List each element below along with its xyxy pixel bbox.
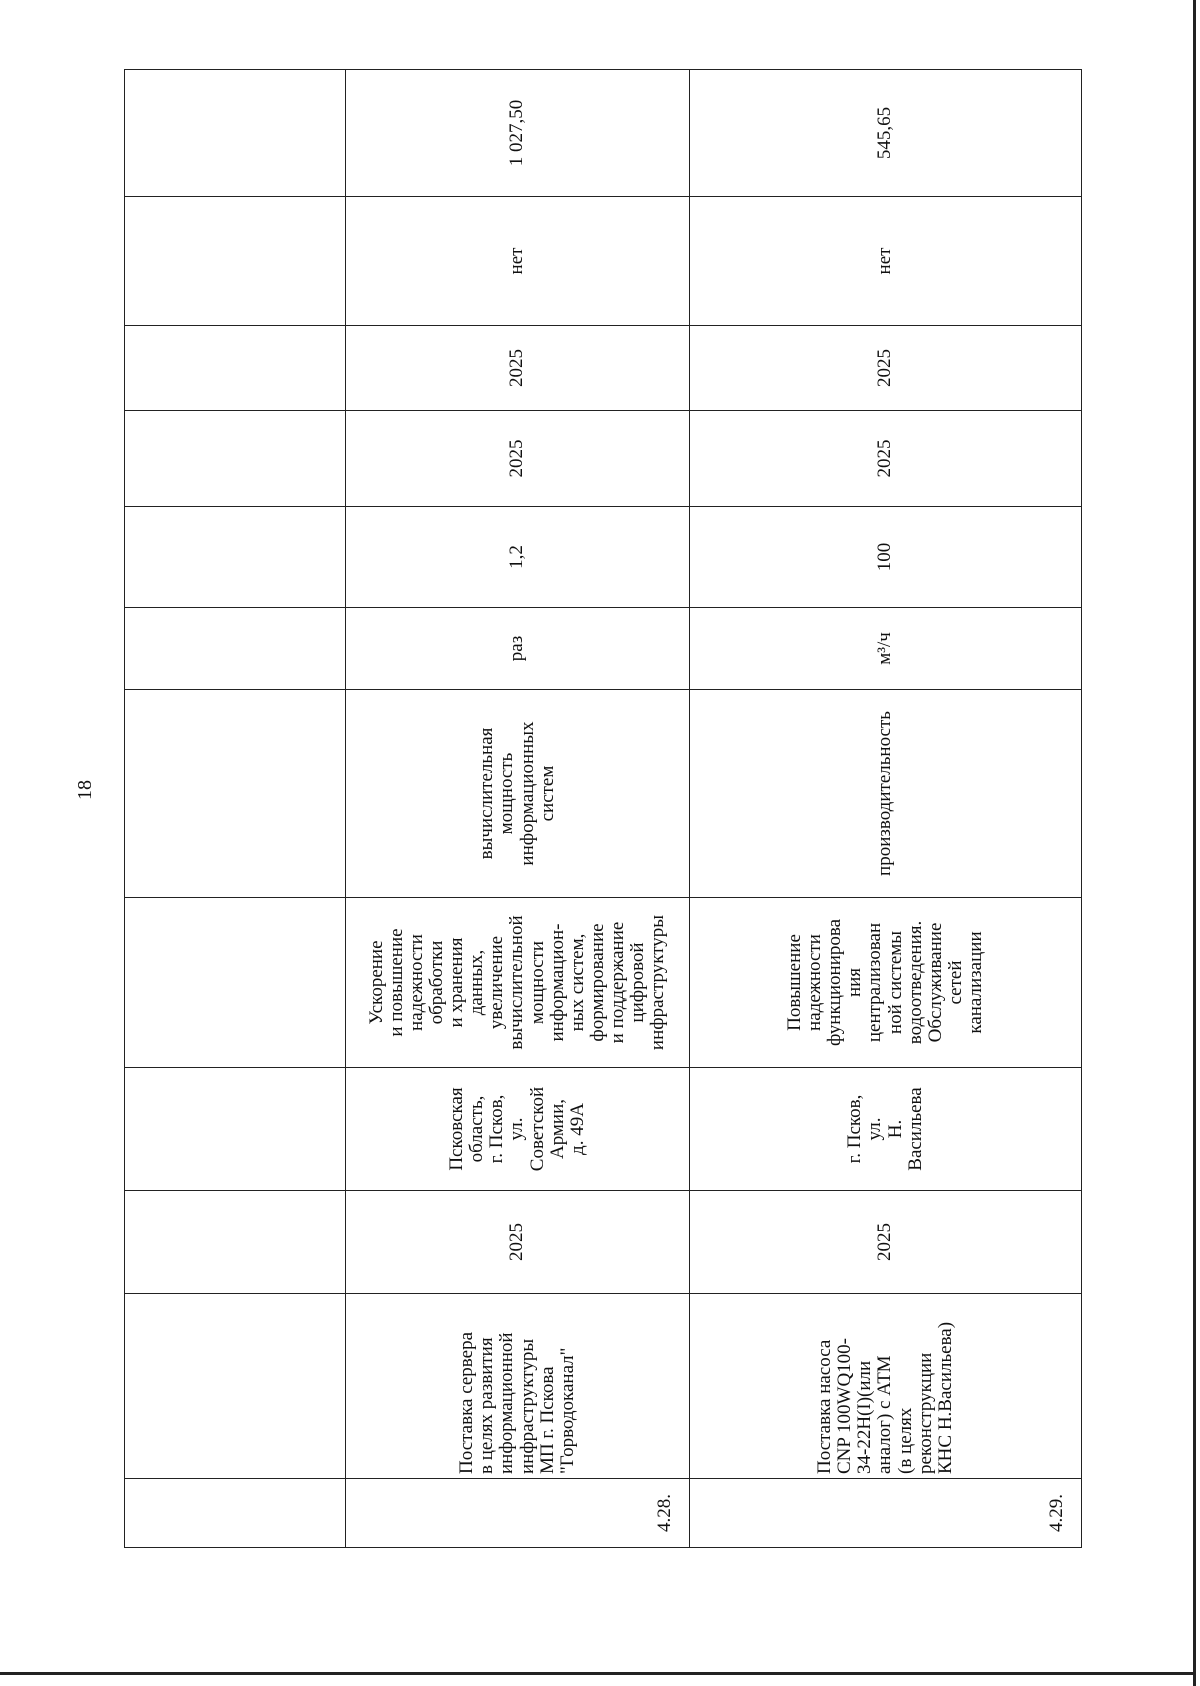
table-row — [690, 70, 1082, 1548]
cell-year — [125, 1191, 346, 1294]
cell-location: г. Псков, ул. Н. Васильева — [690, 1068, 1082, 1191]
cell-value — [125, 507, 346, 608]
page-number: 18 — [74, 780, 96, 800]
cell-end: 2025 — [346, 326, 690, 411]
cell-year: 2025 — [346, 1191, 690, 1294]
cell-flag — [125, 197, 346, 326]
cell-number: 4.28. — [346, 1479, 690, 1548]
cell-cost: 545,65 — [690, 70, 1082, 197]
cell-indicator: производительность — [690, 690, 1082, 898]
cell-unit: м³/ч — [690, 608, 1082, 690]
table-row — [346, 70, 690, 1548]
cell-value: 100 — [690, 507, 1082, 608]
cell-cost — [125, 70, 346, 197]
cell-flag: нет — [346, 197, 690, 326]
cell-year: 2025 — [690, 1191, 1082, 1294]
cell-number — [125, 1479, 346, 1548]
cell-start: 2025 — [346, 411, 690, 507]
investment-table — [124, 69, 1082, 1548]
cell-unit: раз — [346, 608, 690, 690]
cell-goal: Повышение надежности функционирова ния централизован ной системы водоотведения. Обслуживание сетей канализации — [690, 898, 1082, 1068]
cell-location: Псковская область, г. Псков, ул. Советской Армии, д. 49А — [346, 1068, 690, 1191]
cell-start: 2025 — [690, 411, 1082, 507]
cell-name — [125, 1294, 346, 1479]
cell-cost: 1 027,50 — [346, 70, 690, 197]
cell-indicator — [125, 690, 346, 898]
table-row-header-remnant — [125, 70, 346, 1548]
cell-indicator: вычислительная мощность информационных систем — [346, 690, 690, 898]
cell-flag: нет — [690, 197, 1082, 326]
cell-number: 4.29. — [690, 1479, 1082, 1548]
cell-value: 1,2 — [346, 507, 690, 608]
cell-start — [125, 411, 346, 507]
cell-goal — [125, 898, 346, 1068]
cell-end — [125, 326, 346, 411]
cell-name: Поставка насоса CNP 100WQ100- 34-22H(I)(или аналог) с АТМ (в целях реконструкции КНС Н.Васильева) — [690, 1294, 1082, 1479]
cell-location — [125, 1068, 346, 1191]
scan-border-right — [1193, 0, 1196, 1686]
cell-name: Поставка сервера в целях развития информационной инфраструктуры МП г. Пскова "Горводоканал" — [346, 1294, 690, 1479]
scan-border-bottom — [0, 1672, 1196, 1675]
cell-end: 2025 — [690, 326, 1082, 411]
cell-goal: Ускорение и повышение надежности обработки и хранения данных, увеличение вычислительной мощности информацион- ных систем, формирование и поддержание цифровой инфраструктуры — [346, 898, 690, 1068]
cell-unit — [125, 608, 346, 690]
rotated-table-wrapper — [124, 70, 1081, 1548]
